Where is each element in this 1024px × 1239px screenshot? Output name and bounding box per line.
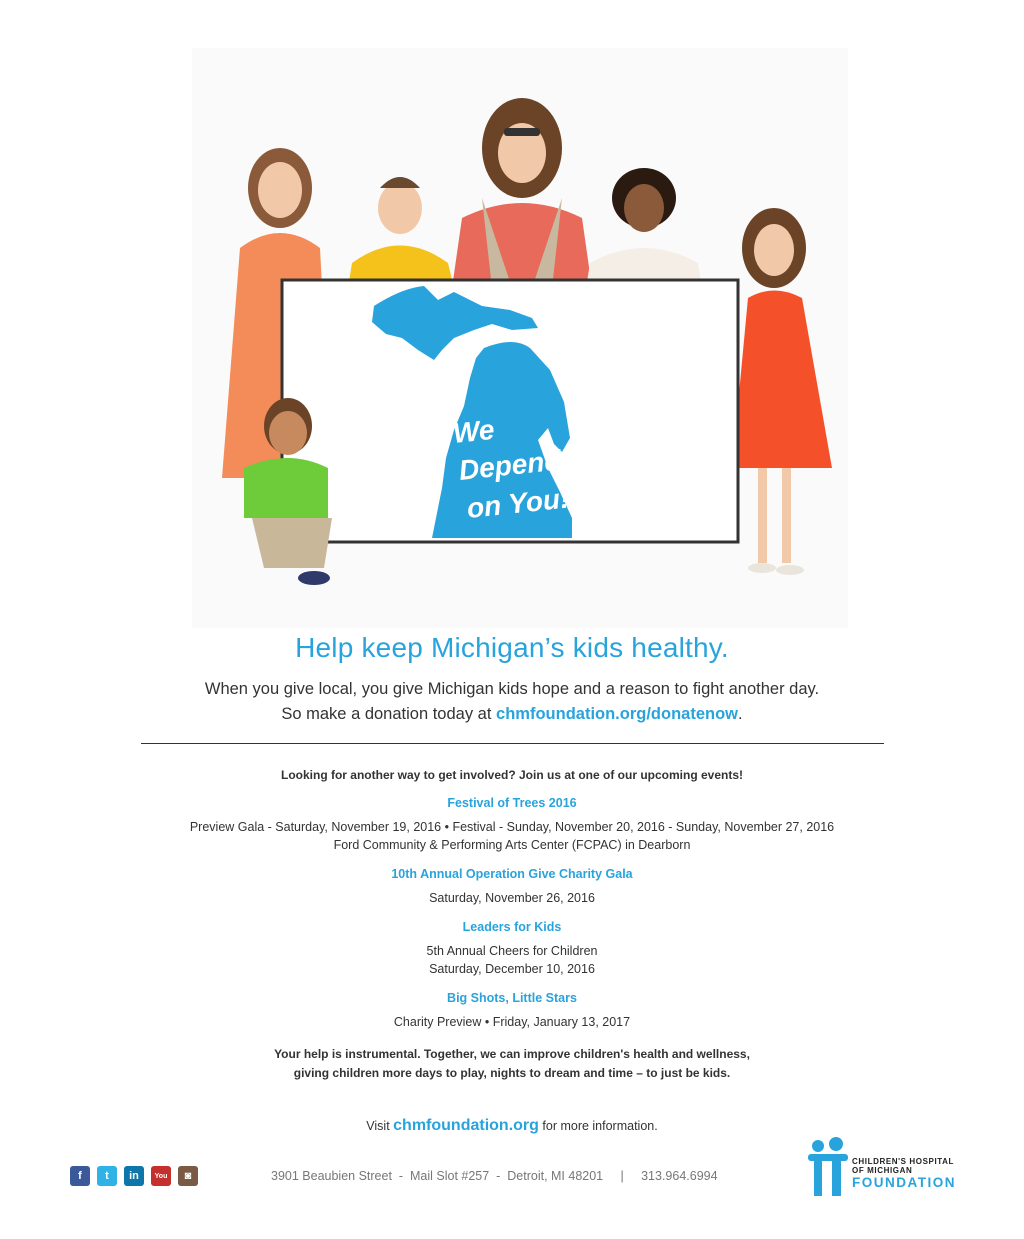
events-section (0, 768, 1024, 1044)
intro-line-1: When you give local, you give Michigan kids hope and a reason to fight another day. (204, 680, 820, 698)
foundation-logo (806, 1136, 966, 1202)
divider (141, 743, 884, 744)
kids-with-sign-illustration (192, 48, 848, 628)
event-big-shots (0, 991, 1024, 1031)
intro-line-2 (0, 702, 1024, 727)
social-icons (70, 1166, 198, 1186)
sign-text-line-2: Depend (457, 444, 563, 486)
page-headline: Help keep Michigan’s kids healthy. (295, 632, 729, 663)
visit-suffix: for more information. (538, 1119, 658, 1133)
event-line: Saturday, November 26, 2016 (429, 891, 595, 905)
intro-text (0, 677, 1024, 727)
event-line: Charity Preview • Friday, January 13, 2017 (393, 1015, 631, 1029)
intro-line-2-suffix: . (738, 705, 743, 723)
footer-address: 3901 Beaubien Street - Mail Slot #257 - Detroit, MI 48201 | 313.964.6994 (271, 1169, 718, 1183)
event-festival-of-trees (0, 796, 1024, 854)
youtube-icon[interactable]: You (151, 1166, 171, 1186)
sign-text-line-1: We (451, 413, 496, 449)
logo-figures-icon (806, 1136, 850, 1202)
logo-text (852, 1157, 954, 1175)
closing-line-2: giving children more days to play, nights to dream and time – to just be kids. (293, 1066, 731, 1080)
event-title: Leaders for Kids (462, 920, 562, 934)
donate-link[interactable]: chmfoundation.org/donatenow (496, 705, 739, 723)
intro-line-2-prefix: So make a donation today at (281, 705, 497, 723)
event-line: Preview Gala - Saturday, November 19, 2016 • Festival - Sunday, November 20, 2016 - Sunday, November 27, 2016 (189, 820, 835, 834)
sign-text-line-3: on You! (465, 482, 571, 524)
event-operation-give (0, 867, 1024, 907)
logo-line-2: OF MICHIGAN (852, 1166, 913, 1175)
event-leaders-for-kids (0, 920, 1024, 978)
twitter-icon[interactable]: t (97, 1166, 117, 1186)
event-line: Ford Community & Performing Arts Center (FCPAC) in Dearborn (333, 838, 691, 852)
event-line: Saturday, December 10, 2016 (429, 962, 595, 976)
facebook-icon[interactable]: f (70, 1166, 90, 1186)
hero-photo (192, 48, 848, 628)
linkedin-icon[interactable]: in (124, 1166, 144, 1186)
event-title: Big Shots, Little Stars (447, 991, 577, 1005)
visit-line (0, 1117, 1024, 1135)
events-lead: Looking for another way to get involved? Join us at one of our upcoming events! (280, 768, 744, 782)
closing-line-1: Your help is instrumental. Together, we can improve children's health and wellness, (274, 1047, 750, 1061)
closing-message (0, 1045, 1024, 1083)
event-title: Festival of Trees 2016 (447, 796, 577, 810)
event-line: 5th Annual Cheers for Children (426, 944, 598, 958)
logo-foundation-word: FOUNDATION (852, 1175, 956, 1190)
instagram-icon[interactable]: ◙ (178, 1166, 198, 1186)
event-title: 10th Annual Operation Give Charity Gala (391, 867, 633, 881)
visit-prefix: Visit (366, 1119, 394, 1133)
website-link[interactable]: chmfoundation.org (393, 1117, 539, 1134)
logo-line-1: CHILDREN'S HOSPITAL (852, 1157, 955, 1166)
